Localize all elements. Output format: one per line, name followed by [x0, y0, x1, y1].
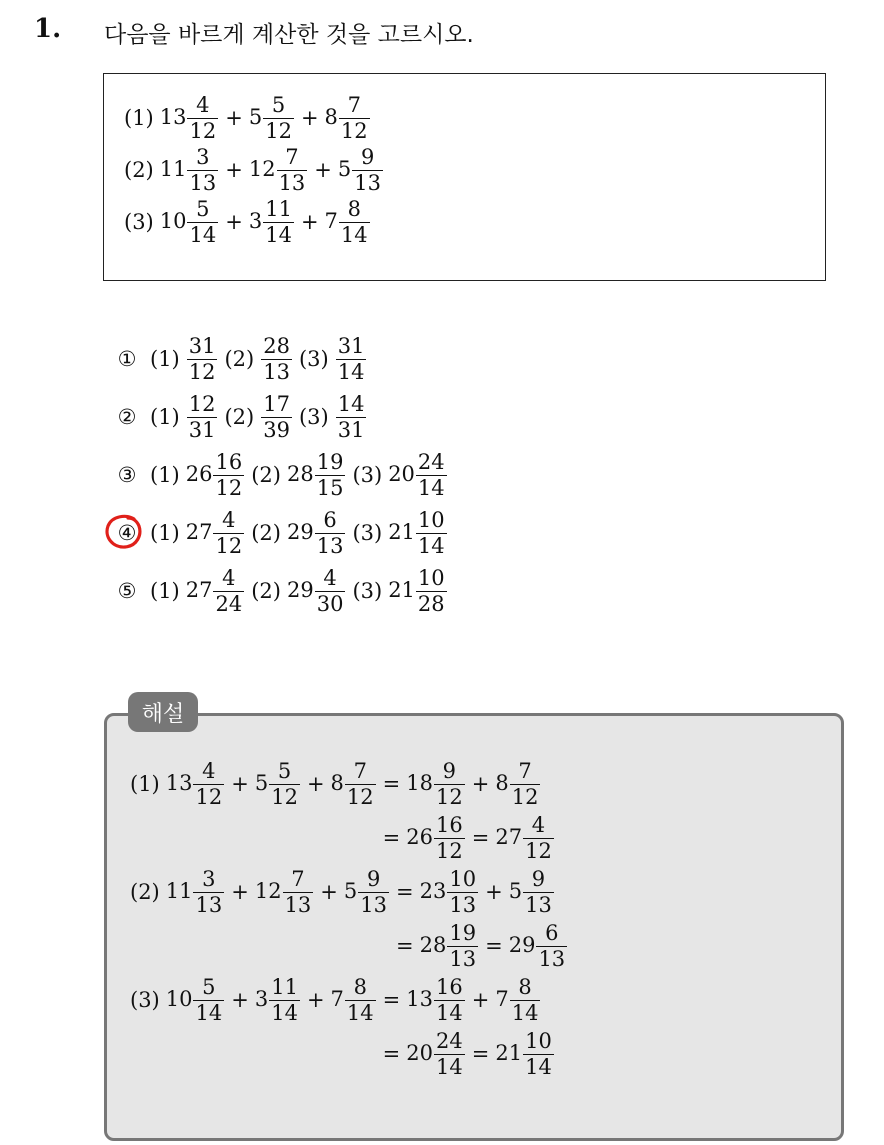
denominator: 31: [188, 417, 216, 442]
numerator: 4: [196, 92, 210, 117]
fraction: [263, 92, 294, 143]
numerator: 5: [202, 974, 216, 999]
denominator: 14: [346, 1000, 374, 1025]
mixed-number: [495, 1028, 554, 1079]
problem-label: (1): [124, 106, 154, 130]
operator: =: [471, 1042, 490, 1066]
numerator: 31: [188, 333, 216, 358]
fraction: [187, 391, 218, 442]
whole-part: 10: [165, 986, 193, 1011]
whole-part: 20: [388, 461, 415, 486]
whole-part: 27: [185, 519, 213, 544]
denominator: 14: [417, 475, 445, 500]
mixed-number: [324, 92, 371, 143]
whole-part: 27: [495, 824, 523, 849]
whole-part: 5: [337, 156, 352, 181]
mixed-number: [324, 196, 371, 247]
fraction: [213, 507, 244, 558]
fraction: [193, 974, 224, 1025]
operator: +: [231, 988, 249, 1012]
fraction: [345, 758, 376, 809]
question-number: 1.: [34, 14, 62, 44]
choice-3[interactable]: [110, 446, 448, 504]
fraction: [283, 866, 314, 917]
whole-part: 12: [248, 156, 276, 181]
denominator: 12: [265, 118, 292, 143]
choice-mark: ③: [117, 463, 137, 487]
mixed-number: [185, 507, 245, 558]
numerator: 9: [531, 866, 546, 891]
denominator: 12: [525, 838, 552, 863]
mixed-number: [406, 974, 465, 1025]
fraction: [510, 974, 541, 1025]
whole-part: 7: [495, 986, 509, 1011]
numerator: 24: [436, 1028, 463, 1053]
numerator: 5: [277, 758, 292, 783]
denominator: 13: [525, 892, 552, 917]
choice-5[interactable]: [110, 562, 448, 620]
choice-item-label: (3): [298, 347, 329, 371]
numerator: 16: [436, 974, 463, 999]
numerator: 6: [545, 920, 559, 945]
denominator: 13: [538, 946, 566, 971]
denominator: 14: [195, 1000, 223, 1025]
mixed-number: [248, 92, 295, 143]
mixed-number: [419, 866, 479, 917]
operator: =: [396, 880, 414, 904]
explanation-tag: 해설: [128, 692, 198, 732]
choice-item-label: (1): [150, 579, 180, 603]
mixed-number: [254, 974, 301, 1025]
operator: =: [471, 826, 490, 850]
mixed-number: [406, 1028, 465, 1079]
numerator: 17: [263, 391, 290, 416]
whole-part: 29: [286, 519, 314, 544]
denominator: 12: [188, 359, 216, 384]
mixed-number: [286, 507, 346, 558]
choice-item-label: (2): [251, 579, 281, 603]
numerator: 5: [196, 196, 210, 221]
mixed-number: [388, 565, 447, 616]
whole-part: 3: [254, 986, 269, 1011]
mixed-number: [406, 758, 465, 809]
mixed-number: [335, 333, 368, 384]
problem-label: (2): [124, 158, 154, 182]
question-text: 다음을 바르게 계산한 것을 고르시오.: [104, 22, 474, 48]
operator: +: [320, 880, 338, 904]
mixed-number: [186, 333, 219, 384]
fraction: [339, 196, 370, 247]
numerator: 10: [417, 565, 445, 590]
mixed-number: [335, 391, 368, 442]
mixed-number: [254, 758, 301, 809]
denominator: 12: [215, 475, 243, 500]
fraction: [187, 196, 218, 247]
operator: +: [300, 106, 319, 130]
numerator: 12: [188, 391, 216, 416]
fraction: [193, 866, 224, 917]
numerator: 7: [285, 144, 299, 169]
denominator: 14: [417, 533, 445, 558]
denominator: 24: [215, 591, 243, 616]
numerator: 9: [366, 866, 381, 891]
denominator: 13: [354, 170, 382, 195]
denominator: 12: [189, 118, 217, 143]
denominator: 13: [278, 170, 306, 195]
numerator: 16: [215, 449, 243, 474]
denominator: 14: [271, 1000, 298, 1025]
mixed-number: [260, 391, 293, 442]
solution-label: (2): [130, 880, 160, 904]
mixed-number: [165, 974, 225, 1025]
mixed-number: [330, 758, 377, 809]
mixed-number: [186, 391, 219, 442]
choice-item-label: (2): [224, 405, 255, 429]
problem-line: [124, 196, 384, 248]
fraction: [187, 333, 218, 384]
mixed-number: [508, 866, 555, 917]
solution-continuation: [130, 1027, 568, 1081]
choice-item-label: (3): [352, 463, 383, 487]
fraction: [416, 565, 447, 616]
numerator: 28: [263, 333, 290, 358]
numerator: 8: [353, 974, 367, 999]
numerator: 7: [518, 758, 532, 783]
denominator: 30: [316, 591, 344, 616]
mixed-number: [260, 333, 293, 384]
choice-item-label: (3): [352, 521, 383, 545]
denominator: 13: [449, 892, 477, 917]
whole-part: 7: [330, 986, 344, 1011]
numerator: 8: [347, 196, 361, 221]
denominator: 12: [436, 784, 463, 809]
choice-mark: ⑤: [117, 579, 137, 603]
whole-part: 8: [324, 104, 338, 129]
denominator: 28: [417, 591, 445, 616]
denominator: 14: [511, 1000, 539, 1025]
denominator: 14: [436, 1054, 463, 1079]
whole-part: 11: [165, 878, 193, 903]
choice-item-label: (2): [251, 521, 281, 545]
mixed-number: [159, 92, 219, 143]
denominator: 14: [340, 222, 368, 247]
whole-part: 21: [495, 1040, 523, 1065]
denominator: 13: [195, 892, 223, 917]
whole-part: 13: [165, 770, 193, 795]
denominator: 14: [436, 1000, 463, 1025]
solution-continuation: [130, 811, 568, 865]
fraction: [434, 758, 465, 809]
denominator: 31: [337, 417, 365, 442]
choice-item-label: (1): [150, 405, 180, 429]
whole-part: 28: [419, 932, 447, 957]
fraction: [447, 866, 478, 917]
fraction: [510, 758, 541, 809]
fraction: [277, 144, 308, 195]
numerator: 4: [531, 812, 546, 837]
operator: +: [225, 158, 243, 182]
choice-mark: ④: [110, 521, 144, 545]
denominator: 12: [195, 784, 223, 809]
fraction: [434, 1028, 465, 1079]
numerator: 3: [196, 144, 210, 169]
choice-item-label: (3): [352, 579, 383, 603]
numerator: 16: [436, 812, 463, 837]
fraction: [339, 92, 370, 143]
mixed-number: [286, 565, 346, 616]
mixed-number: [159, 196, 219, 247]
denominator: 12: [511, 784, 539, 809]
whole-part: 5: [343, 878, 358, 903]
denominator: 14: [337, 359, 365, 384]
whole-part: 8: [495, 770, 509, 795]
numerator: 24: [417, 449, 445, 474]
mixed-number: [248, 196, 295, 247]
operator: +: [471, 772, 490, 796]
operator: =: [382, 988, 401, 1012]
operator: =: [396, 934, 414, 958]
mixed-number: [388, 449, 447, 500]
whole-part: 26: [185, 461, 213, 486]
mixed-number: [165, 866, 225, 917]
solution-label: (1): [130, 772, 160, 796]
fraction: [434, 812, 465, 863]
fraction: [523, 866, 554, 917]
choice-item-label: (2): [251, 463, 281, 487]
choice-item-label: (1): [150, 521, 180, 545]
numerator: 11: [265, 196, 292, 221]
fraction: [213, 449, 244, 500]
mixed-number: [286, 449, 346, 500]
denominator: 13: [189, 170, 217, 195]
numerator: 8: [518, 974, 532, 999]
fraction: [523, 1028, 554, 1079]
denominator: 39: [263, 417, 290, 442]
operator: +: [314, 158, 332, 182]
numerator: 4: [222, 507, 236, 532]
whole-part: 5: [248, 104, 263, 129]
numerator: 7: [347, 92, 361, 117]
denominator: 12: [340, 118, 368, 143]
numerator: 10: [449, 866, 477, 891]
mixed-number: [165, 758, 225, 809]
fraction: [269, 974, 300, 1025]
operator: +: [306, 772, 325, 796]
operator: +: [300, 210, 319, 234]
fraction: [261, 391, 292, 442]
mixed-number: [419, 920, 479, 971]
denominator: 12: [215, 533, 243, 558]
mixed-number: [388, 507, 447, 558]
denominator: 12: [271, 784, 298, 809]
numerator: 4: [202, 758, 216, 783]
solution-line: [130, 865, 568, 919]
numerator: 5: [271, 92, 286, 117]
solution-line: [130, 973, 568, 1027]
whole-part: 5: [254, 770, 269, 795]
numerator: 7: [353, 758, 367, 783]
whole-part: 12: [254, 878, 282, 903]
whole-part: 8: [330, 770, 344, 795]
operator: =: [382, 1042, 401, 1066]
problem-line: [124, 92, 384, 144]
mixed-number: [495, 974, 541, 1025]
whole-part: 21: [388, 577, 415, 602]
denominator: 13: [263, 359, 290, 384]
fraction: [434, 974, 465, 1025]
fraction: [345, 974, 376, 1025]
denominator: 12: [346, 784, 374, 809]
solution-continuation: [130, 919, 568, 973]
operator: +: [225, 210, 243, 234]
fraction: [336, 333, 367, 384]
denominator: 13: [316, 533, 344, 558]
fraction: [358, 866, 389, 917]
fraction: [261, 333, 292, 384]
numerator: 19: [449, 920, 477, 945]
whole-part: 26: [406, 824, 433, 849]
whole-part: 29: [286, 577, 314, 602]
operator: =: [382, 826, 401, 850]
whole-part: 13: [159, 104, 187, 129]
solution-lines: [130, 757, 568, 1081]
fraction: [352, 144, 383, 195]
fraction: [523, 812, 554, 863]
numerator: 9: [360, 144, 375, 169]
fraction: [263, 196, 294, 247]
mixed-number: [159, 144, 219, 195]
denominator: 13: [449, 946, 477, 971]
operator: +: [225, 106, 243, 130]
whole-part: 28: [286, 461, 314, 486]
choice-item-label: (1): [150, 347, 180, 371]
whole-part: 20: [406, 1040, 433, 1065]
fraction: [536, 920, 567, 971]
choice-4[interactable]: [110, 504, 448, 562]
choice-1[interactable]: [110, 330, 448, 388]
whole-part: 7: [324, 208, 338, 233]
choice-mark: ①: [117, 347, 137, 371]
numerator: 3: [202, 866, 216, 891]
numerator: 4: [323, 565, 337, 590]
mixed-number: [406, 812, 465, 863]
fraction: [447, 920, 478, 971]
problem-line: [124, 144, 384, 196]
fraction: [336, 391, 367, 442]
fraction: [187, 92, 218, 143]
whole-part: 29: [508, 932, 536, 957]
solution-line: [130, 757, 568, 811]
operator: +: [471, 988, 490, 1012]
fraction: [315, 449, 346, 500]
fraction: [315, 565, 346, 616]
operator: =: [382, 772, 401, 796]
mixed-number: [330, 974, 377, 1025]
mixed-number: [508, 920, 568, 971]
numerator: 10: [417, 507, 445, 532]
mixed-number: [495, 758, 541, 809]
problem-label: (3): [124, 210, 154, 234]
fraction: [187, 144, 218, 195]
whole-part: 10: [159, 208, 187, 233]
denominator: 14: [189, 222, 217, 247]
whole-part: 21: [388, 519, 415, 544]
denominator: 13: [284, 892, 312, 917]
choice-item-label: (2): [224, 347, 255, 371]
operator: +: [231, 772, 249, 796]
choice-item-label: (3): [298, 405, 329, 429]
numerator: 10: [525, 1028, 552, 1053]
whole-part: 3: [248, 208, 263, 233]
fraction: [213, 565, 244, 616]
numerator: 19: [316, 449, 344, 474]
operator: +: [231, 880, 249, 904]
numerator: 11: [271, 974, 298, 999]
mixed-number: [248, 144, 308, 195]
fraction: [193, 758, 224, 809]
denominator: 14: [265, 222, 292, 247]
selected-answer-circle: [104, 513, 144, 551]
fraction: [416, 449, 447, 500]
mixed-number: [495, 812, 554, 863]
choice-mark: ②: [117, 405, 137, 429]
operator: +: [306, 988, 325, 1012]
fraction: [269, 758, 300, 809]
whole-part: 18: [406, 770, 433, 795]
denominator: 15: [316, 475, 344, 500]
mixed-number: [254, 866, 314, 917]
solution-label: (3): [130, 988, 160, 1012]
denominator: 12: [436, 838, 463, 863]
numerator: 14: [337, 391, 365, 416]
choice-item-label: (1): [150, 463, 180, 487]
whole-part: 27: [185, 577, 213, 602]
mixed-number: [185, 449, 245, 500]
whole-part: 23: [419, 878, 447, 903]
numerator: 31: [337, 333, 365, 358]
whole-part: 11: [159, 156, 187, 181]
fraction: [315, 507, 346, 558]
numerator: 6: [323, 507, 337, 532]
denominator: 14: [525, 1054, 552, 1079]
numerator: 7: [291, 866, 305, 891]
mixed-number: [185, 565, 245, 616]
problem-lines: [124, 92, 384, 248]
choice-2[interactable]: [110, 388, 448, 446]
numerator: 9: [442, 758, 457, 783]
mixed-number: [343, 866, 390, 917]
problem-box: [103, 73, 826, 281]
denominator: 13: [360, 892, 388, 917]
operator: =: [485, 934, 503, 958]
mixed-number: [337, 144, 384, 195]
whole-part: 5: [508, 878, 523, 903]
operator: +: [485, 880, 503, 904]
numerator: 4: [222, 565, 236, 590]
whole-part: 13: [406, 986, 433, 1011]
answer-choices: [110, 330, 448, 620]
fraction: [416, 507, 447, 558]
